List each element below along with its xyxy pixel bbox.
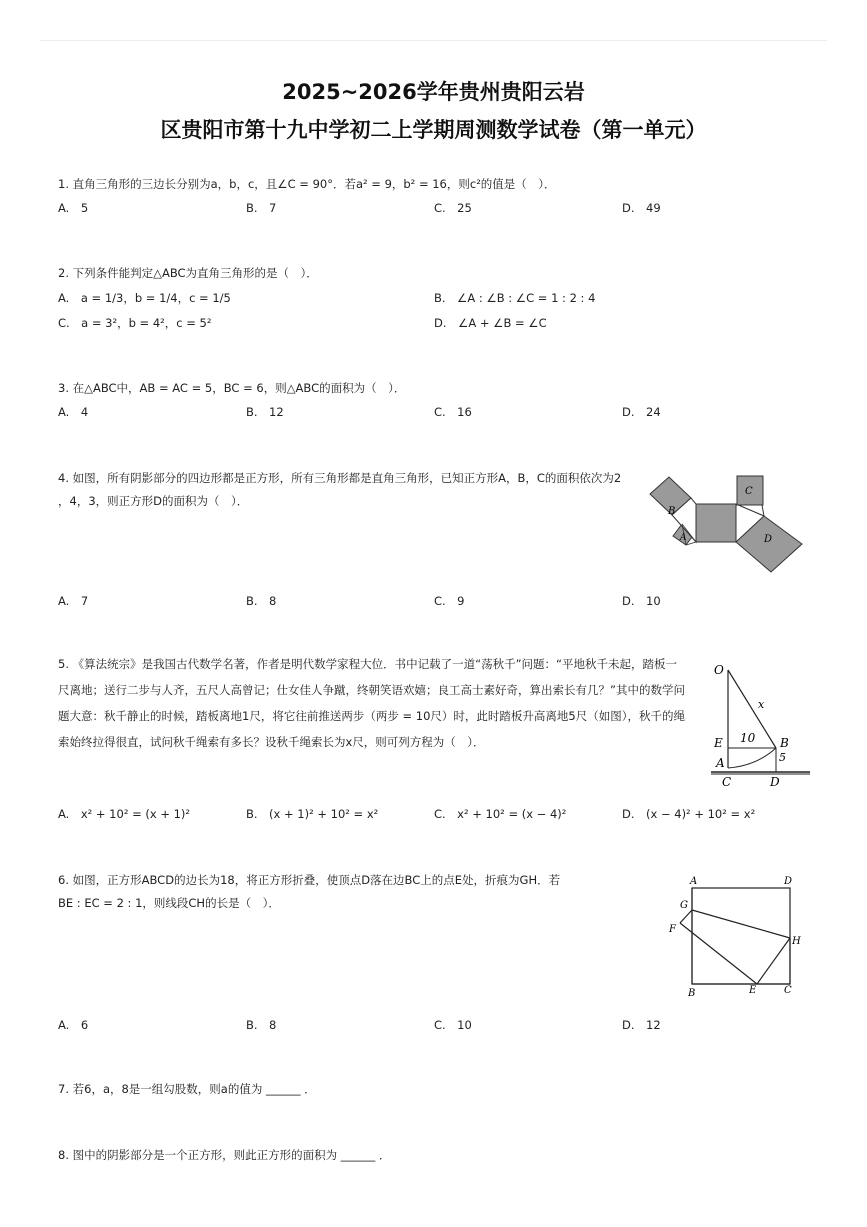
q3-option-c[interactable]: C. 16 (434, 405, 472, 419)
svg-text:F: F (669, 924, 676, 935)
question-5-stem-line3: 题大意：秋千静止的时候，踏板离地1尺，将它往前推送两步（两步 = 10尺）时，此时踏板升高离地5尺（如图），秋千的绳 (58, 709, 685, 723)
page-title-line2: 区贵阳市第十九中学初二上学期周测数学试卷（第一单元） (160, 118, 707, 142)
svg-text:A: A (716, 756, 725, 770)
q2-option-c[interactable]: C. a = 3²，b = 4²，c = 5² (58, 316, 212, 330)
q1-option-a[interactable]: A. 5 (58, 201, 89, 215)
question-6-stem-line2: BE : EC = 2 : 1，则线段CH的长是（ ）． (58, 896, 280, 910)
question-5-stem-line1: 5. 《算法统宗》是我国古代数学名著，作者是明代数学家程大位．书中记载了一道“荡秋千”问题：“平地秋千未起，踏板一 (58, 657, 677, 671)
question-3-stem: 3. 在△ABC中，AB = AC = 5，BC = 6，则△ABC的面积为（ ）． (58, 381, 406, 395)
q4-option-c[interactable]: C. 9 (434, 594, 465, 608)
label-d: D (764, 534, 773, 545)
q4-option-b[interactable]: B. 8 (246, 594, 277, 608)
q5-option-a[interactable]: A. x² + 10² = (x + 1)² (58, 807, 191, 821)
svg-text:E: E (749, 985, 757, 996)
q2-option-b[interactable]: B. ∠A : ∠B : ∠C = 1 : 2 : 4 (434, 291, 596, 305)
question-1-stem: 1. 直角三角形的三边长分别为a，b，c，且∠C = 90°．若a² = 9，b² = 16，则c²的值是（ ）． (58, 177, 556, 191)
q5-option-c[interactable]: C. x² + 10² = (x − 4)² (434, 807, 567, 821)
q6-option-b[interactable]: B. 8 (246, 1018, 277, 1032)
svg-text:C: C (722, 775, 732, 789)
svg-text:B: B (688, 988, 696, 999)
svg-text:B: B (780, 736, 789, 750)
q1-option-c[interactable]: C. 25 (434, 201, 472, 215)
middle-square (696, 504, 736, 542)
label-c: C (745, 486, 753, 497)
q2-option-d[interactable]: D. ∠A + ∠B = ∠C (434, 316, 547, 330)
question-6-stem-line1: 6. 如图，正方形ABCD的边长为18，将正方形折叠，使顶点D落在边BC上的点E处，折痕为GH．若 (58, 873, 561, 887)
question-8-stem: 8. 图中的阴影部分是一个正方形，则此正方形的面积为 ______ ． (58, 1148, 391, 1162)
q6-option-c[interactable]: C. 10 (434, 1018, 472, 1032)
q1-option-d[interactable]: D. 49 (622, 201, 661, 215)
svg-text:5: 5 (779, 751, 786, 764)
svg-text:x: x (758, 698, 765, 711)
q5-option-b[interactable]: B. (x + 1)² + 10² = x² (246, 807, 379, 821)
question-7-stem: 7. 若6，a，8是一组勾股数，则a的值为 ______ ． (58, 1082, 316, 1096)
svg-text:H: H (792, 936, 801, 947)
q4-squares-figure (645, 472, 810, 578)
q4-option-d[interactable]: D. 10 (622, 594, 661, 608)
question-4-stem-line2: ，4，3，则正方形D的面积为（ ）． (58, 494, 249, 508)
question-2-stem: 2. 下列条件能判定△ABC为直角三角形的是（ ）． (58, 266, 318, 280)
q6-option-d[interactable]: D. 12 (622, 1018, 661, 1032)
label-b: B (668, 506, 676, 517)
top-divider (40, 40, 827, 41)
page-title-line1: 2025~2026学年贵州贵阳云岩 (282, 80, 585, 104)
q3-option-a[interactable]: A. 4 (58, 405, 89, 419)
q3-option-b[interactable]: B. 12 (246, 405, 284, 419)
svg-text:O: O (714, 663, 724, 677)
q2-option-a[interactable]: A. a = 1/3，b = 1/4，c = 1/5 (58, 291, 231, 305)
svg-text:C: C (784, 985, 792, 996)
svg-text:D: D (784, 876, 793, 887)
question-5-stem-line2: 尺离地；送行二步与人齐，五尺人高曾记；仕女佳人争蹴，终朝笑语欢嬉；良工高士素好奇，算出索长有几？”其中的数学问 (58, 683, 685, 697)
svg-text:D: D (770, 775, 780, 789)
q4-option-a[interactable]: A. 7 (58, 594, 89, 608)
q5-swing-figure (706, 660, 816, 790)
svg-text:A: A (690, 876, 698, 887)
svg-text:E: E (714, 736, 723, 750)
label-a: A (680, 533, 687, 543)
svg-text:G: G (680, 900, 688, 911)
q5-option-d[interactable]: D. (x − 4)² + 10² = x² (622, 807, 756, 821)
q6-option-a[interactable]: A. 6 (58, 1018, 89, 1032)
question-5-stem-line4: 索始终拉得很直，试问秋千绳索有多长？设秋千绳索长为x尺，则可列方程为（ ）． (58, 735, 485, 749)
svg-text:10: 10 (740, 731, 756, 745)
q3-option-d[interactable]: D. 24 (622, 405, 661, 419)
q6-fold-figure (664, 872, 804, 1000)
question-4-stem-line1: 4. 如图，所有阴影部分的四边形都是正方形，所有三角形都是直角三角形，已知正方形A，B，C的面积依次为2 (58, 471, 622, 485)
q1-option-b[interactable]: B. 7 (246, 201, 277, 215)
